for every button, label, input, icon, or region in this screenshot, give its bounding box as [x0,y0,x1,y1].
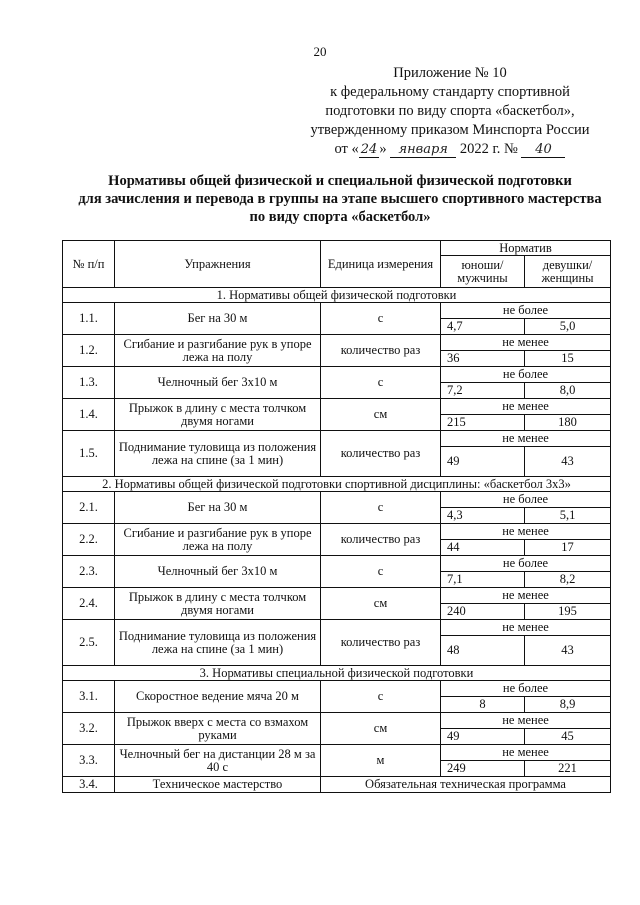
row-girls: 8,2 [525,572,611,588]
row-boys: 44 [441,540,525,556]
title-line: для зачисления и перевода в группы на этапе высшего спортивного мастерства [78,191,602,207]
row-limit: не менее [441,431,611,447]
date-mid: » [379,141,387,157]
row-unit: количество раз [321,524,441,556]
row-limit: не более [441,367,611,383]
row-boys: 4,7 [441,319,525,335]
order-date-line [290,140,610,159]
row-girls: 180 [525,415,611,431]
row-girls: 8,0 [525,383,611,399]
row-boys: 49 [441,447,525,477]
row-exercise: Скоростное ведение мяча 20 м [115,681,321,713]
row-limit: не более [441,303,611,319]
row-limit: не менее [441,620,611,636]
date-day: 24 [360,142,378,157]
row-girls: 5,1 [525,508,611,524]
appendix-header [290,64,610,159]
row-num: 3.4. [63,777,115,793]
row-num: 1.3. [63,367,115,399]
row-boys: 8 [441,697,525,713]
row-limit: не менее [441,588,611,604]
row-exercise: Прыжок в длину с места толчком двумя ногами [115,399,321,431]
row-boys: 215 [441,415,525,431]
row-exercise: Бег на 30 м [115,303,321,335]
row-boys: 240 [441,604,525,620]
row-boys: 7,1 [441,572,525,588]
row-girls: 221 [525,761,611,777]
row-exercise: Прыжок в длину с места толчком двумя ногами [115,588,321,620]
row-exercise: Челночный бег 3х10 м [115,556,321,588]
row-exercise: Челночный бег 3х10 м [115,367,321,399]
row-num: 3.3. [63,745,115,777]
row-num: 1.5. [63,431,115,477]
row-num: 1.2. [63,335,115,367]
row-boys: 36 [441,351,525,367]
date-year: 2022 г. № [459,141,518,157]
row-limit: не более [441,681,611,697]
section-title: 3. Нормативы специальной физической подготовки [63,666,611,681]
row-limit: не менее [441,399,611,415]
row-boys: 4,3 [441,508,525,524]
row-limit: не менее [441,745,611,761]
appendix-line: подготовки по виду спорта «баскетбол», [325,103,575,119]
row-exercise: Бег на 30 м [115,492,321,524]
row-num: 2.4. [63,588,115,620]
row-unit: с [321,492,441,524]
row-girls: 195 [525,604,611,620]
header-num: № п/п [63,241,115,288]
row-limit: не менее [441,524,611,540]
row-exercise: Поднимание туловища из положения лежа на спине (за 1 мин) [115,620,321,666]
title-line: Нормативы общей физической и специальной физической подготовки [108,173,572,189]
row-num: 1.1. [63,303,115,335]
page-number: 20 [313,44,327,59]
title-line: по виду спорта «баскетбол» [249,209,431,225]
row-num: 2.2. [63,524,115,556]
row-exercise: Прыжок вверх с места со взмахом руками [115,713,321,745]
header-boys: юноши/ мужчины [441,256,525,288]
row-unit: с [321,367,441,399]
row-unit: см [321,399,441,431]
row-num: 1.4. [63,399,115,431]
row-exercise: Сгибание и разгибание рук в упоре лежа на полу [115,335,321,367]
section-title: 1. Нормативы общей физической подготовки [63,288,611,303]
row-girls: 43 [525,447,611,477]
appendix-line: к федеральному стандарту спортивной [330,84,570,100]
row-num: 3.2. [63,713,115,745]
row-limit: не более [441,556,611,572]
row-exercise: Техническое мастерство [115,777,321,793]
section-title: 2. Нормативы общей физической подготовки спортивной дисциплины: «баскетбол 3х3» [63,477,611,492]
row-girls: 45 [525,729,611,745]
row-limit: не менее [441,335,611,351]
row-boys: 7,2 [441,383,525,399]
row-girls: 5,0 [525,319,611,335]
appendix-title: Приложение № 10 [393,65,507,81]
row-num: 3.1. [63,681,115,713]
row-girls: 8,9 [525,697,611,713]
row-num: 2.3. [63,556,115,588]
row-requirement: Обязательная техническая программа [321,777,611,793]
row-limit: не менее [441,713,611,729]
date-month: января [390,143,456,158]
row-unit: см [321,588,441,620]
row-limit: не более [441,492,611,508]
header-unit: Единица измерения [321,241,441,288]
row-exercise: Поднимание туловища из положения лежа на спине (за 1 мин) [115,431,321,477]
header-norm: Норматив [441,241,611,256]
date-prefix: от « [334,141,359,157]
row-exercise: Челночный бег на дистанции 28 м за 40 с [115,745,321,777]
row-exercise: Сгибание и разгибание рук в упоре лежа на полу [115,524,321,556]
row-unit: м [321,745,441,777]
row-unit: см [321,713,441,745]
row-boys: 49 [441,729,525,745]
appendix-line: утвержденному приказом Минспорта России [310,122,590,138]
row-unit: количество раз [321,620,441,666]
row-num: 2.5. [63,620,115,666]
norms-table [62,240,611,793]
row-unit: количество раз [321,335,441,367]
row-unit: количество раз [321,431,441,477]
row-unit: с [321,303,441,335]
row-unit: с [321,556,441,588]
row-unit: с [321,681,441,713]
row-girls: 17 [525,540,611,556]
row-girls: 43 [525,636,611,666]
header-girls: девушки/ женщины [525,256,611,288]
row-boys: 48 [441,636,525,666]
order-number: 40 [521,143,565,158]
row-girls: 15 [525,351,611,367]
header-exercise: Упражнения [115,241,321,288]
row-boys: 249 [441,761,525,777]
document-title [40,172,640,226]
row-num: 2.1. [63,492,115,524]
